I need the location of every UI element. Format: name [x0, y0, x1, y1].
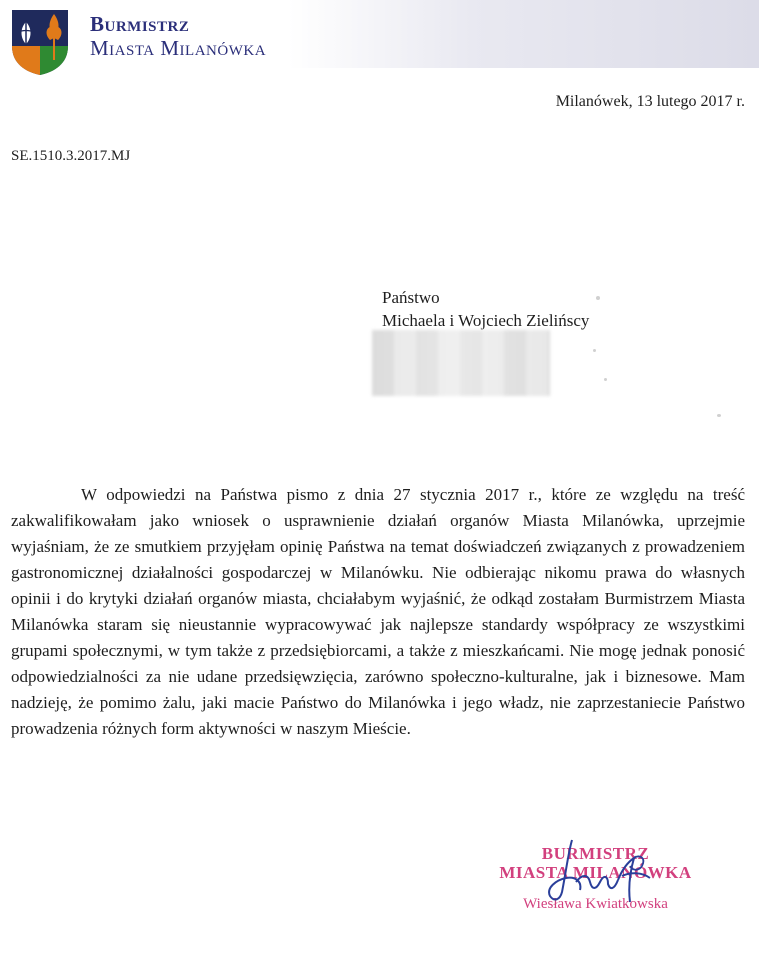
stamp-line1: BURMISTRZ	[541, 844, 650, 863]
letter-date: Milanówek, 13 lutego 2017 r.	[555, 93, 745, 110]
stamp-signer-name: Wiesława Kwiatkowska	[523, 896, 668, 912]
redacted-address	[372, 330, 550, 396]
recipient-block	[382, 286, 589, 332]
office-title-line2: Miasta Milanówka	[90, 36, 267, 60]
scan-speck	[604, 378, 607, 381]
reference-number: SE.1510.3.2017.MJ	[11, 148, 131, 164]
scan-speck	[593, 349, 596, 352]
office-title-line1: Burmistrz	[90, 12, 190, 36]
letter-body	[11, 482, 745, 742]
stamp-line2: MIASTA MILANÓWKA	[499, 863, 692, 882]
scan-speck	[717, 414, 721, 417]
office-title	[90, 12, 266, 60]
recipient-salutation: Państwo	[382, 288, 440, 307]
scan-speck	[596, 296, 600, 300]
coat-of-arms-icon	[10, 8, 70, 76]
body-paragraph: W odpowiedzi na Państwa pismo z dnia 27 stycznia 2017 r., które ze względu na treść zakwalifikowałam jako wniosek o usprawnienie działań organów Miasta Milanówka, uprzejmie wyjaśniam, że ze smutkiem przyjęłam opinię Państwa na temat doświadczeń związanych z prowadzeniem gastronomicznej działalności gospodarczej w Milanówku. Nie odbierając nikomu prawa do własnych opinii i do krytyki działań organów miasta, chciałabym wyjaśnić, że odkąd zostałam Burmistrzem Miasta Milanówka staram się nieustannie wypracowywać jak najlepsze standardy współpracy ze wszystkimi grupami społecznymi, w tym także z przedsiębiorcami, a także z mieszkańcami. Nie mogę jednak ponosić odpowiedzialności za nie udane przedsięwzięcia, zarówno społeczno-kulturalne, jak i biznesowe. Mam nadzieję, że pomimo żalu, jaki macie Państwo do Milanówka i jego władz, nie zaprzestaniecie Państwo prowadzenia różnych form aktywności w naszym Mieście.	[11, 485, 745, 738]
handwritten-signature-icon	[510, 832, 680, 912]
recipient-names: Michaela i Wojciech Zielińscy	[382, 311, 590, 330]
